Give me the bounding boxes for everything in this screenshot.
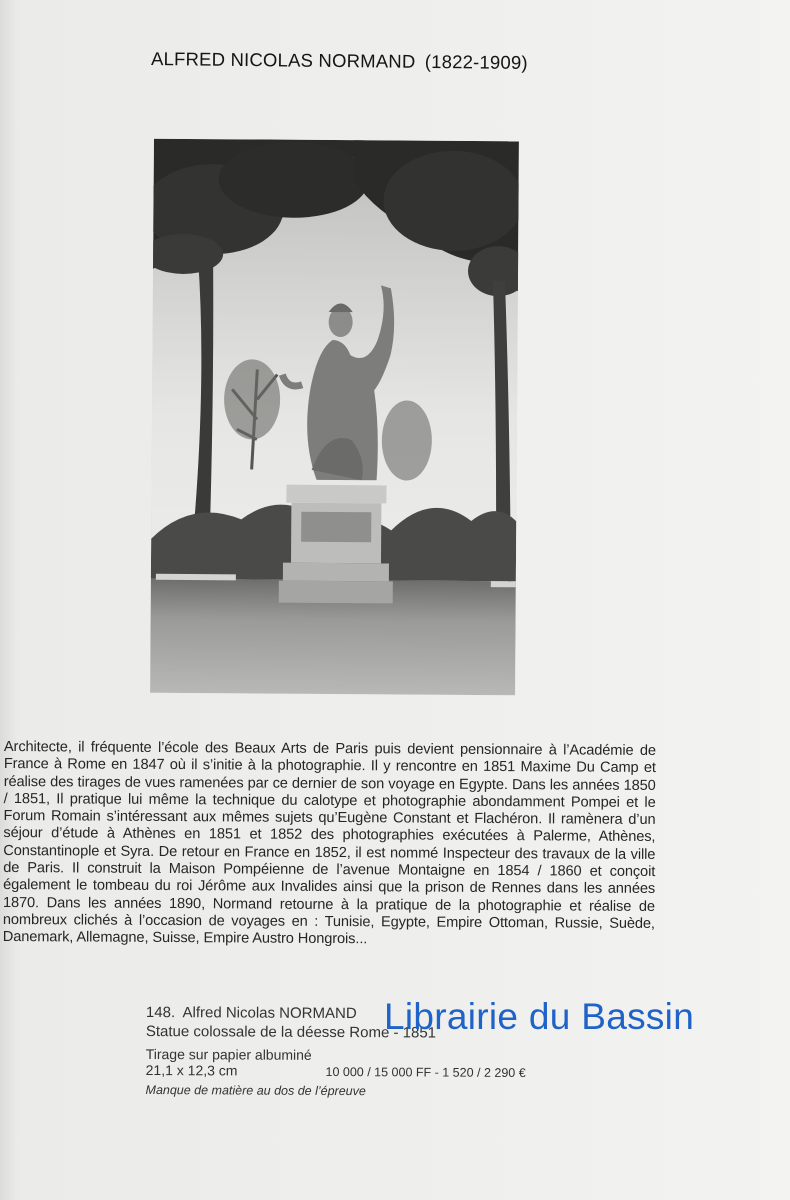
- statue-photograph: [150, 139, 519, 696]
- lot-condition-note: Manque de matière au dos de l’épreuve: [145, 1082, 366, 1099]
- lot-dimensions: 21,1 x 12,3 cm: [145, 1061, 238, 1079]
- biography-paragraph: Architecte, il fréquente l’école des Beaux Arts de Paris puis devient pensionnaire à l’Académie de France à Rome en 1847 où il s’initie à la photographie. Il y rencontre en 1851 Maxime Du Camp et réalise des tirages de vues ramenées par ce dernier de son voyage en Egypte. Dans les années 1850 / 1851, Il pratique lui même la technique du calotype et photographie abondamment Pompei et le Forum Romain s’intéressant aux mêmes sujets qu’Eugène Constant et Flachéron. Il ramènera d’un séjour d’étude à Athènes en 1851 et 1852 des photographies exécutées à Palerme, Athènes, Constantinople et Syra. De retour en France en 1852, il est nommé Inspecteur des travaux de la ville de Paris. Il construit la Maison Pompéienne de l’avenue Montaigne en 1854 / 1860 et conçoit également le tombeau du roi Jérôme aux Invalides ainsi que la prison de Rennes dans les années 1870. Dans les années 1890, Normand retourne à la pratique de la photographie et réalise de nombreux clichés à l’occasion de voyages en : Tunisie, Egypte, Empire Ottoman, Russie, Suède, Danemark, Allemagne, Suisse, Empire Austro Hongrois...: [2, 739, 656, 948]
- lot-title: Statue colossale de la déesse Rome - 1851: [145, 1022, 437, 1042]
- lot-artist: Alfred Nicolas NORMAND: [182, 1004, 357, 1023]
- lot-estimate: 10 000 / 15 000 FF - 1 520 / 2 290 €: [325, 1064, 526, 1080]
- lot-number: 148.: [145, 1004, 176, 1022]
- artist-years: (1822-1909): [424, 50, 528, 73]
- lot-details: [146, 1062, 616, 1080]
- artist-name-heading: ALFRED NICOLAS NORMAND: [150, 48, 416, 72]
- watermark-text: Librairie du Bassin: [384, 996, 695, 1037]
- page-title: [151, 48, 528, 74]
- lot-medium: Tirage sur papier albuminé: [145, 1045, 312, 1063]
